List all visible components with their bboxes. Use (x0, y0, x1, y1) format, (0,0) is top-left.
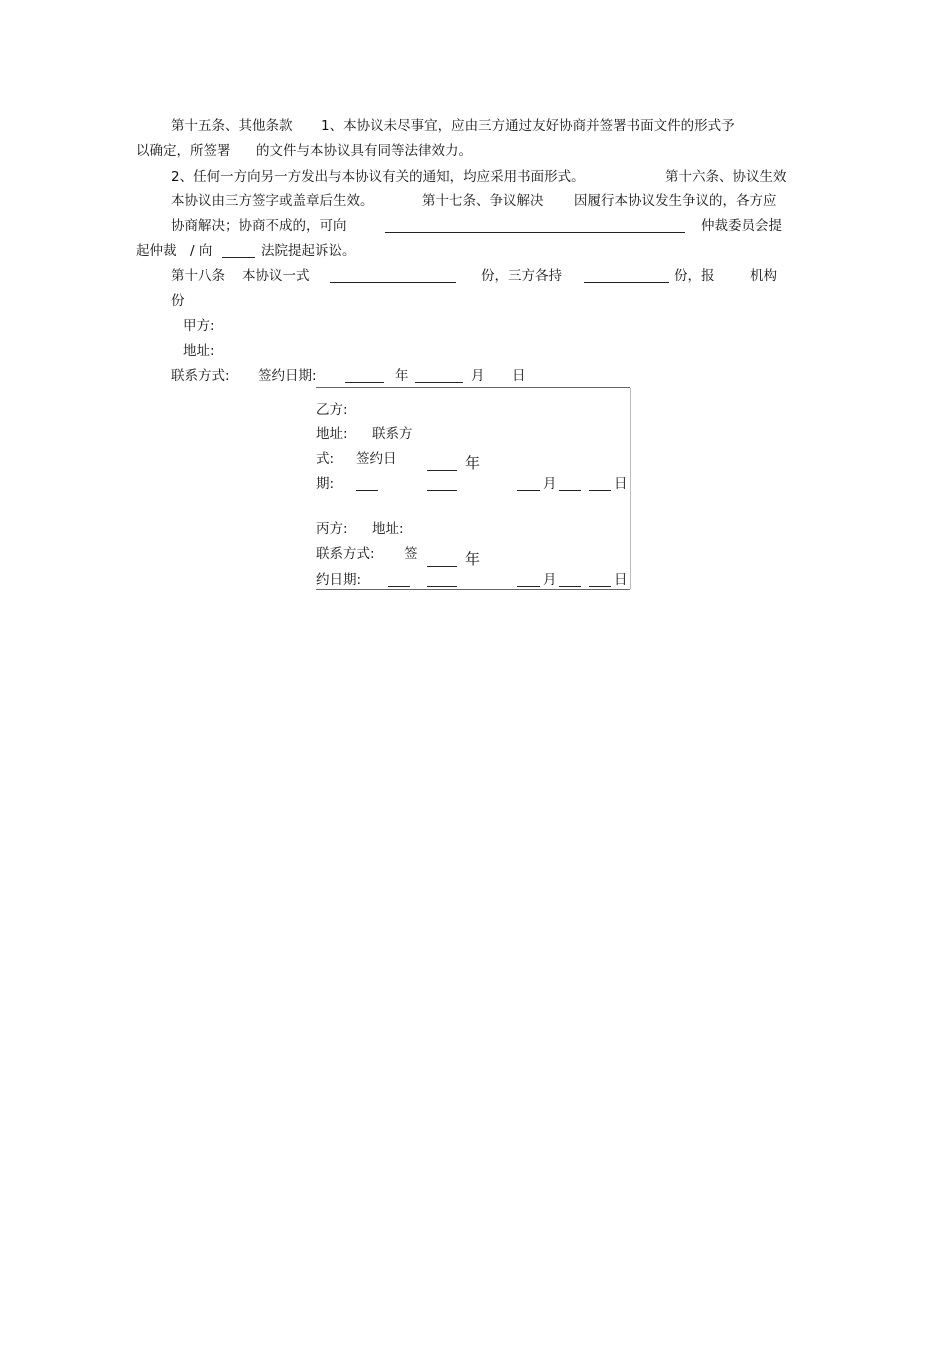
party-b-year-blank-b (427, 490, 457, 491)
court-blank (222, 257, 255, 258)
party-c-address-label: 地址: (372, 521, 404, 537)
party-a-name-label: 甲方: (183, 318, 215, 334)
signature-box-right-border (630, 388, 631, 589)
article18-agency-text: 机构 (750, 268, 777, 284)
party-c-name-label: 丙方: (316, 521, 348, 537)
party-c-day: 日 (614, 572, 628, 588)
party-c-sign-date-label: 签 (404, 546, 418, 562)
article17-arbitration-text: 仲裁委员会提 (701, 218, 782, 234)
party-c-year: 年 (465, 550, 481, 568)
party-b-sign-date-label: 签约日 (356, 451, 397, 467)
article17-body: 因履行本协议发生争议的，各方应 (574, 193, 777, 209)
party-b-month: 月 (543, 476, 557, 492)
party-c-date-blank (388, 586, 410, 587)
party-b-year-blank-a (427, 470, 457, 471)
article16-heading: 第十六条、协议生效 (665, 169, 787, 185)
party-a-address-label: 地址: (183, 343, 215, 359)
party-b-sign-date-label-cont: 期: (316, 476, 335, 492)
party-b-date-blank (356, 490, 378, 491)
party-b-day-blank-b (589, 490, 611, 491)
party-b-contact-label: 联系方 (372, 426, 413, 442)
party-c-month: 月 (543, 572, 557, 588)
party-c-day-blank-b (589, 586, 611, 587)
article15-item1-text-cont: 以确定，所签署 (136, 143, 231, 159)
article17-court-text: 法院提起诉讼。 (261, 243, 356, 259)
party-b-month-blank (517, 490, 540, 491)
party-a-year-blank (345, 382, 384, 383)
article16-body: 本协议由三方签字或盖章后生效。 (171, 193, 374, 209)
party-a-month: 月 (471, 368, 485, 384)
party-c-day-blank-a (559, 586, 581, 587)
article18-heading: 第十八条 (171, 268, 225, 284)
arbitration-commission-blank (385, 232, 685, 233)
copies-total-blank (330, 282, 456, 283)
party-b-address-label: 地址: (316, 426, 348, 442)
party-c-contact-label: 联系方式: (316, 546, 375, 562)
party-a-sign-date-label: 签约日期: (258, 368, 317, 384)
article15-item2-text: 2、任何一方向另一方发出与本协议有关的通知，均应采用书面形式。 (171, 169, 585, 185)
party-c-year-blank-b (427, 586, 457, 587)
article18-copies-unit: 份 (171, 293, 185, 309)
article18-copies-text: 本协议一式 (242, 268, 310, 284)
party-b-day-blank-a (559, 490, 581, 491)
party-a-month-blank (415, 382, 463, 383)
party-b-contact-label-cont: 式: (316, 451, 335, 467)
article18-each-text: 份，三方各持 (481, 268, 562, 284)
party-b-day: 日 (614, 476, 628, 492)
party-b-name-label: 乙方: (316, 402, 348, 418)
signature-box-top-border (316, 387, 630, 388)
article15-heading: 第十五条、其他条款 (171, 118, 293, 134)
article15-item1-text-end: 的文件与本协议具有同等法律效力。 (256, 143, 472, 159)
article17-body-cont: 协商解决；协商不成的，可向 (171, 218, 347, 234)
article17-arbitration-text-cont: 起仲裁 (136, 243, 177, 259)
signature-box-bottom-border (316, 589, 630, 590)
party-a-contact-label: 联系方式: (171, 368, 230, 384)
article17-or-text: / 向 (190, 243, 213, 259)
party-b-year: 年 (465, 454, 481, 472)
article18-report-text: 份，报 (674, 268, 715, 284)
party-c-sign-date-label-cont: 约日期: (316, 572, 362, 588)
party-a-day: 日 (512, 368, 526, 384)
article17-heading: 第十七条、争议解决 (422, 193, 544, 209)
party-c-year-blank-a (427, 566, 457, 567)
party-a-year: 年 (395, 368, 409, 384)
copies-each-blank (584, 282, 669, 283)
article15-item1-text: 1、本协议未尽事宜，应由三方通过友好协商并签署书面文件的形式予 (321, 118, 735, 134)
party-c-month-blank (517, 586, 540, 587)
